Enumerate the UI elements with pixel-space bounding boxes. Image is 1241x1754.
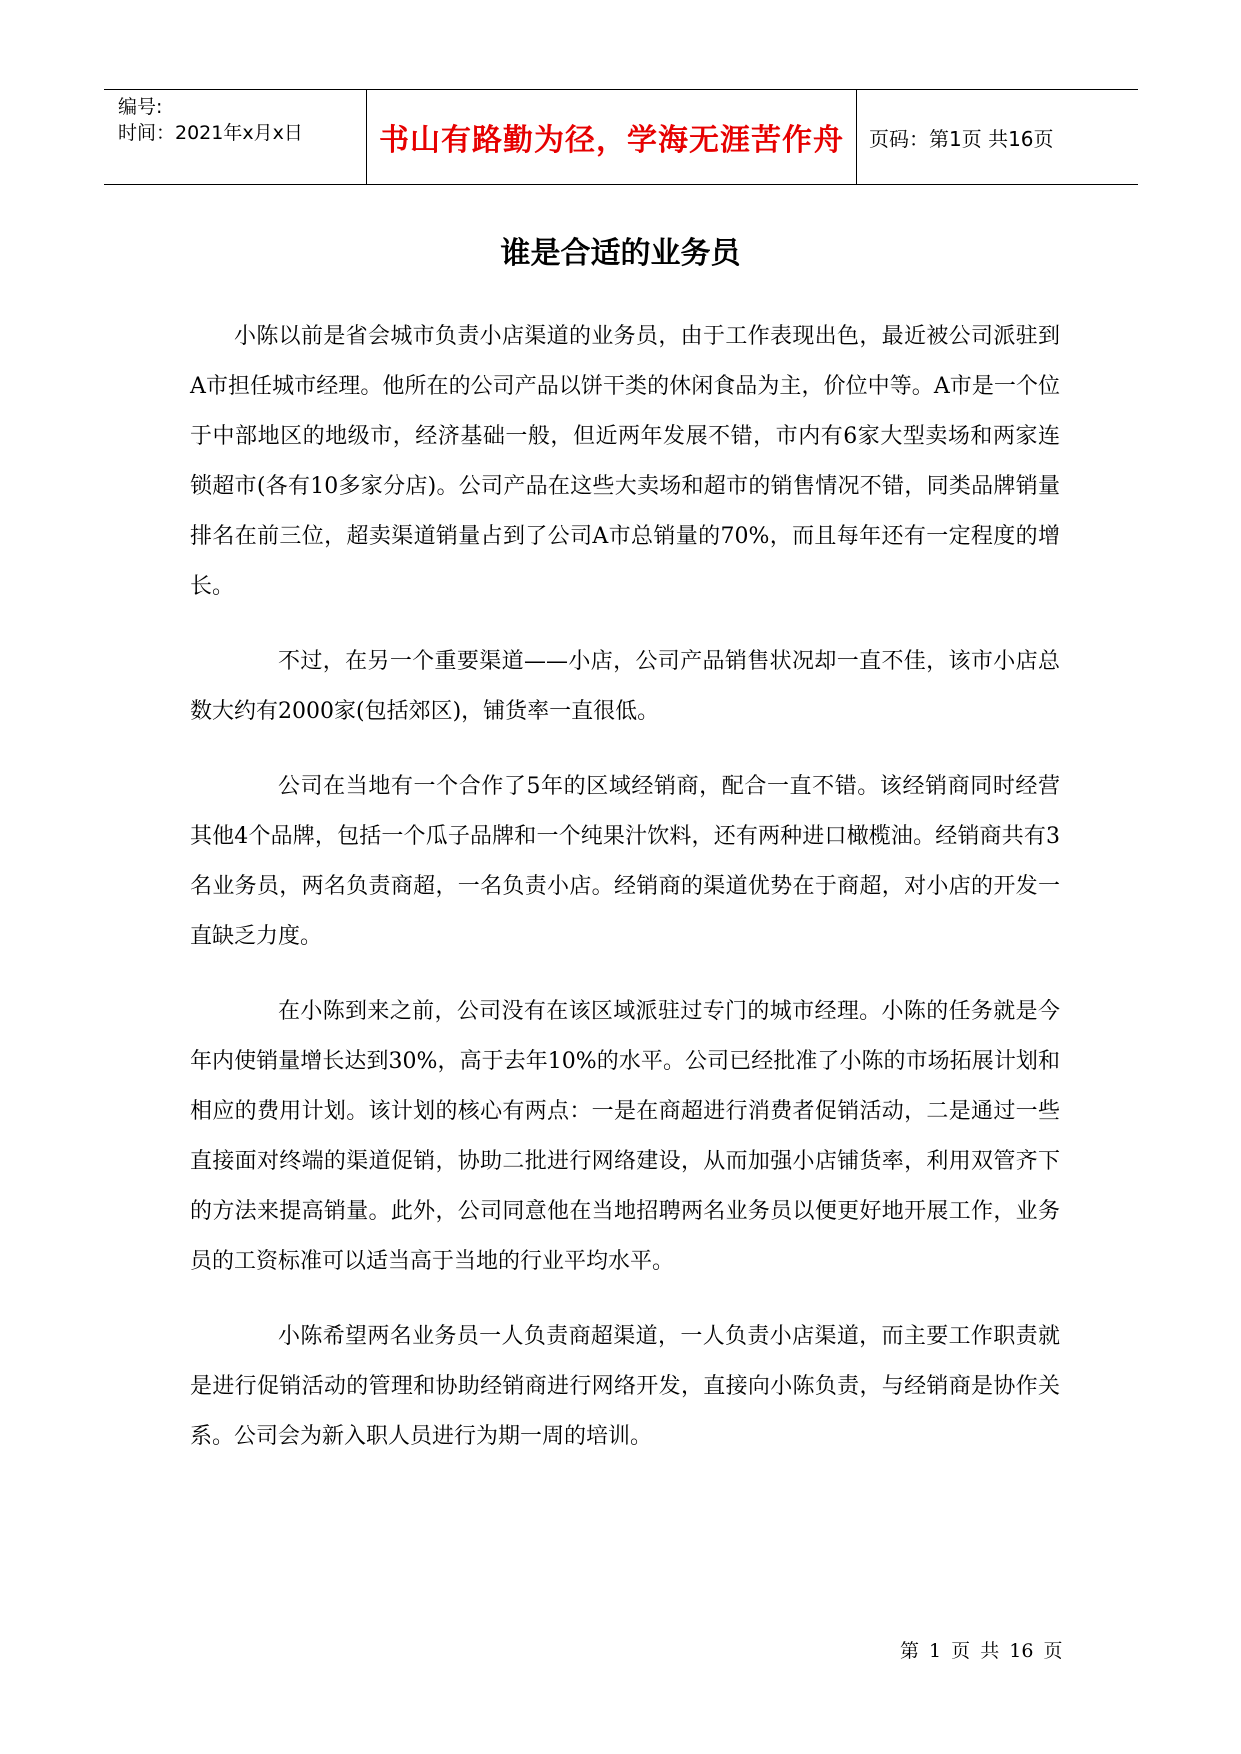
header-page-number: 页码：第1页 共16页 [869, 126, 1054, 151]
header-meta [104, 90, 367, 184]
body-paragraph: 小陈希望两名业务员一人负责商超渠道，一人负责小店渠道，而主要工作职责就是进行促销活动的管理和协助经销商进行网络开发，直接向小陈负责，与经销商是协作关系。公司会为新入职人员进行为期一周的培训。 [190, 1324, 1060, 1449]
header-motto: 书山有路勤为径，学海无涯苦作舟 [379, 123, 844, 158]
page-header [104, 89, 1138, 185]
page-footer: 第 1 页 共 16 页 [900, 1640, 1063, 1662]
document-body [190, 312, 1060, 1487]
header-page-cell [857, 90, 1138, 184]
body-paragraph: 小陈以前是省会城市负责小店渠道的业务员，由于工作表现出色，最近被公司派驻到A市担任城市经理。他所在的公司产品以饼干类的休闲食品为主，价位中等。A市是一个位于中部地区的地级市，经济基础一般，但近两年发展不错，市内有6家大型卖场和两家连锁超市(各有10多家分店)。公司产品在这些大卖场和超市的销售情况不错，同类品牌销量排名在前三位，超卖渠道销量占到了公司A市总销量的70%，而且每年还有一定程度的增长。 [190, 324, 1060, 599]
document-time-label: 时间：2021年x月x日 [118, 122, 303, 144]
document-title: 谁是合适的业务员 [500, 236, 741, 271]
body-paragraph: 不过，在另一个重要渠道——小店，公司产品销售状况却一直不佳，该市小店总数大约有2000家(包括郊区)，铺货率一直很低。 [190, 649, 1060, 724]
body-paragraph: 在小陈到来之前，公司没有在该区域派驻过专门的城市经理。小陈的任务就是今年内使销量增长达到30%，高于去年10%的水平。公司已经批准了小陈的市场拓展计划和相应的费用计划。该计划的核心有两点：一是在商超进行消费者促销活动，二是通过一些直接面对终端的渠道促销，协助二批进行网络建设，从而加强小店铺货率，利用双管齐下的方法来提高销量。此外，公司同意他在当地招聘两名业务员以便更好地开展工作，业务员的工资标准可以适当高于当地的行业平均水平。 [190, 999, 1060, 1274]
body-paragraph: 公司在当地有一个合作了5年的区域经销商，配合一直不错。该经销商同时经营其他4个品牌，包括一个瓜子品牌和一个纯果汁饮料，还有两种进口橄榄油。经销商共有3名业务员，两名负责商超，一名负责小店。经销商的渠道优势在于商超，对小店的开发一直缺乏力度。 [190, 774, 1060, 949]
document-number-label: 编号: [118, 96, 163, 118]
header-motto-cell [367, 90, 857, 184]
